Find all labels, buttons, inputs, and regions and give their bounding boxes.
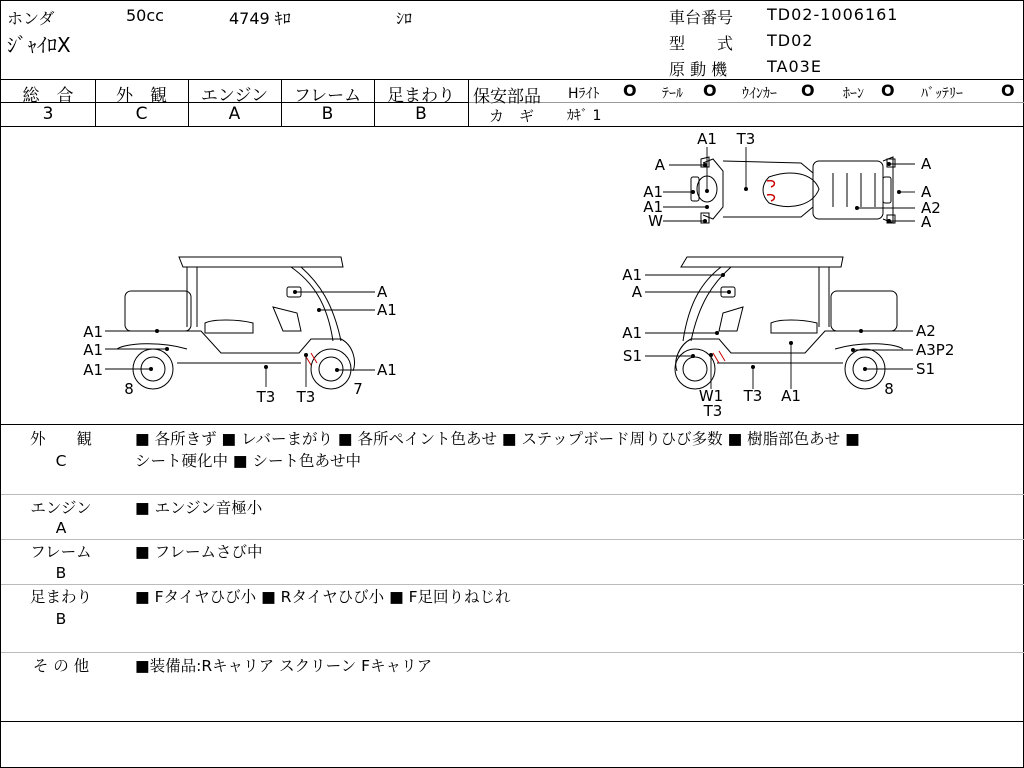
remarks-exterior-label: 外 観 — [29, 430, 92, 448]
divider — [468, 79, 469, 126]
divider — [1, 652, 1024, 653]
remarks-frame-line: ■ フレームさび中 — [135, 543, 263, 561]
safety-horn-mark: O — [881, 81, 895, 100]
remarks-other-label: そ の 他 — [32, 657, 90, 675]
diagram-label: A3P2 — [916, 341, 955, 359]
safety-parts-label: 保安部品 — [473, 87, 541, 107]
diagram-label: A1 — [83, 361, 103, 379]
remarks-exterior-line: ■ 各所きず ■ レバーまがり ■ 各所ペイント色あせ ■ ステップボード周りひび多数 ■ 樹脂部色あせ ■ — [135, 430, 860, 448]
divider — [1, 494, 1024, 495]
model-name: ｼﾞｬｲﾛX — [7, 33, 71, 57]
remarks-engine-line: ■ エンジン音極小 — [135, 499, 263, 517]
displacement: 50cc — [126, 6, 164, 25]
diagram-label: W — [648, 212, 663, 230]
diagram-label: T3 — [256, 388, 276, 406]
diagram-label: A — [921, 183, 932, 201]
diagram-label: A1 — [622, 266, 642, 284]
safety-headlight-mark: O — [623, 81, 637, 100]
remarks-frame-label: フレーム — [30, 543, 92, 561]
remarks-engine-label: エンジン — [30, 499, 92, 517]
engine-type: TA03E — [767, 57, 822, 76]
maker: ホンダ — [7, 9, 55, 28]
remarks-suspension-label: 足まわり — [29, 588, 92, 606]
grade-frame-label: フレーム — [293, 86, 362, 106]
remarks-suspension-grade: B — [55, 610, 67, 628]
damage-diagram — [1, 127, 1024, 423]
diagram-label: A1 — [83, 323, 103, 341]
diagram-label: A1 — [697, 130, 717, 148]
divider — [1, 584, 1024, 585]
diagram-label: A1 — [622, 324, 642, 342]
frame-number: TD02-1006161 — [767, 5, 899, 24]
grade-engine-label: エンジン — [200, 86, 269, 106]
divider — [1, 424, 1024, 425]
diagram-label: 8 — [884, 380, 894, 398]
diagram-label: A — [631, 283, 642, 301]
diagram-label: 7 — [353, 380, 363, 398]
body-color: ｼﾛ — [396, 9, 413, 28]
diagram-label: 8 — [124, 380, 134, 398]
safety-battery-label: ﾊﾞｯﾃﾘｰ — [921, 86, 963, 102]
frame-number-label: 車台番号 — [669, 8, 734, 27]
diagram-label: A2 — [921, 199, 941, 217]
diagram-label: T3 — [703, 402, 723, 420]
safety-battery-mark: O — [1001, 81, 1015, 100]
diagram-label: A1 — [83, 341, 103, 359]
key-value: ｶｷﾞ 1 — [567, 108, 602, 124]
remarks-suspension-line: ■ Fタイヤひび小 ■ Rタイヤひび小 ■ F足回りねじれ — [135, 588, 511, 606]
safety-winker-label: ｳｲﾝｶｰ — [742, 86, 777, 102]
divider — [1, 539, 1024, 540]
remarks-engine-grade: A — [55, 519, 67, 537]
diagram-label: A2 — [916, 322, 936, 340]
remarks-frame-grade: B — [55, 564, 67, 582]
diagram-label: S1 — [622, 347, 642, 365]
diagram-label: T3 — [743, 387, 763, 405]
divider — [1, 79, 1024, 80]
grade-overall-value: 3 — [42, 104, 54, 124]
diagram-label: A — [921, 213, 932, 231]
diagram-label: A — [654, 156, 665, 174]
grade-exterior-value: C — [135, 104, 148, 124]
diagram-label: T3 — [736, 130, 756, 148]
diagram-label: T3 — [296, 388, 316, 406]
diagram-label: A1 — [781, 387, 801, 405]
grade-exterior-label: 外 観 — [116, 86, 167, 106]
top-view-scooter — [691, 157, 895, 223]
remarks-exterior-grade: C — [55, 452, 67, 470]
engine-type-label: 原 動 機 — [669, 60, 728, 79]
diagram-label: A1 — [377, 301, 397, 319]
grade-suspension-value: B — [415, 104, 427, 124]
key-label: カ ギ — [489, 107, 535, 125]
safety-winker-mark: O — [801, 81, 815, 100]
diagram-label: S1 — [916, 360, 936, 378]
diagram-label: W1 — [698, 387, 724, 405]
diagram-label: A1 — [377, 361, 397, 379]
grade-overall-label: 総 合 — [22, 86, 74, 106]
safety-headlight-label: Hﾗｲﾄ — [568, 86, 600, 102]
safety-taillight-label: ﾃｰﾙ — [662, 86, 683, 102]
model-type: TD02 — [767, 31, 814, 50]
safety-horn-label: ﾎｰﾝ — [843, 86, 864, 102]
grade-engine-value: A — [228, 104, 241, 124]
diagram-label: A — [921, 155, 932, 173]
diagram-label: A1 — [643, 183, 663, 201]
diagram-label: A — [377, 283, 388, 301]
divider — [1, 721, 1024, 722]
remarks-exterior-line: シート硬化中 ■ シート色あせ中 — [135, 452, 361, 470]
grade-frame-value: B — [321, 104, 334, 124]
model-type-label: 型 式 — [669, 34, 734, 53]
grade-suspension-label: 足まわり — [387, 86, 455, 106]
remarks-other-line: ■装備品:Rキャリア スクリーン Fキャリア — [135, 657, 433, 675]
mileage: 4749 ｷﾛ — [229, 9, 291, 28]
safety-taillight-mark: O — [703, 81, 717, 100]
diagram-label: A1 — [643, 198, 663, 216]
